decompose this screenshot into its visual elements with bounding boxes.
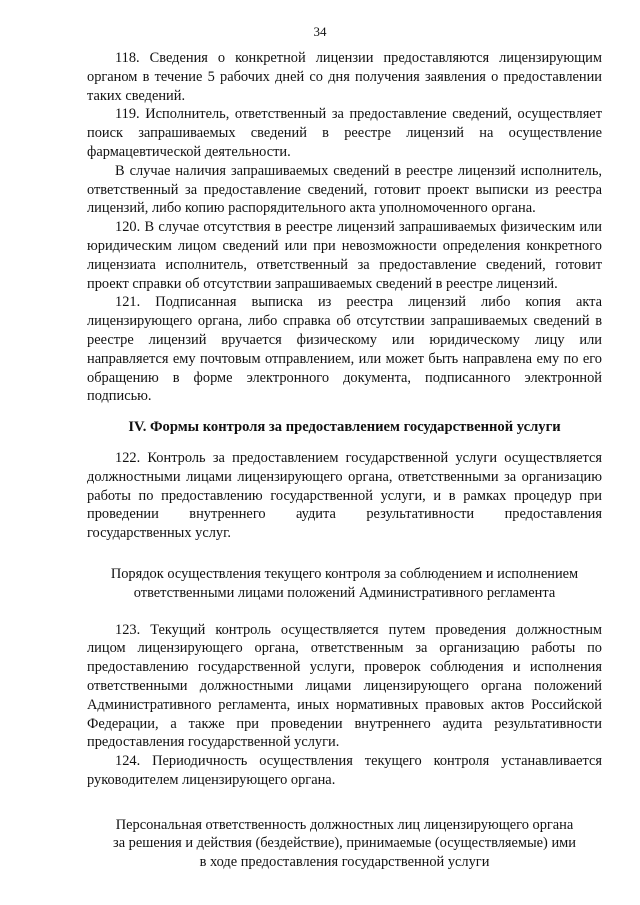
subsection-heading-line: Персональная ответственность должностных лиц лицензирующего органа [115, 816, 574, 833]
paragraph-120: 120. В случае отсутствия в реестре лицензий запрашиваемых физическим или юридическим лицом сведений или при невозможности определения конкретного лицензиата исполнитель, ответственный за предоставление сведений, готовит проект справки об отсутствии запрашиваемых сведений в реестре лицензий. [87, 219, 602, 292]
subsection-heading-personal-responsibility [87, 816, 602, 872]
paragraph-122: 122. Контроль за предоставлением государственной услуги осуществляется должностными лицами лицензирующего органа, ответственными за организацию работы по предоставлению государственной услуги, и в рамках процедур при проведении внутреннего аудита результативности предоставления государственных услуг. [87, 449, 602, 542]
paragraph-119-continued: В случае наличия запрашиваемых сведений в реестре лицензий исполнитель, ответственный за предоставление сведений, готовит проект выписки из реестра лицензий, либо копию распорядительного акта уполномоченного органа. [87, 162, 602, 217]
subsection-heading-line: Порядок осуществления текущего контроля за соблюдением и исполнением [110, 565, 579, 582]
paragraph-118: 118. Сведения о конкретной лицензии предоставляются лицензирующим органом в течение 5 рабочих дней со дня получения заявления о предоставлении таких сведений. [87, 50, 602, 104]
subsection-heading-line: ответственными лицами положений Административного регламента [133, 584, 556, 601]
subsection-heading-current-control [87, 565, 602, 603]
section-heading-iv: IV. Формы контроля за предоставлением государственной услуги [128, 419, 561, 436]
paragraph-119: 119. Исполнитель, ответственный за предоставление сведений, осуществляет поиск запрашиваемых сведений в реестре лицензий на осуществление фармацевтической деятельности. [87, 106, 602, 160]
paragraph-124: 124. Периодичность осуществления текущего контроля устанавливается руководителем лицензирующего органа. [87, 753, 602, 788]
paragraph-123: 123. Текущий контроль осуществляется путем проведения должностным лицом лицензирующего органа, ответственным за организацию работы по предоставлению государственной услуги, проверок соблюдения и исполнения ответственными должностными лицами лицензирующего органа положений Административного регламента, иных нормативных правовых актов Российской Федерации, а также при проведении внутреннего аудита результативности предоставления государственной услуги. [87, 621, 602, 751]
page-number: 34 [313, 24, 327, 39]
document-body [87, 49, 602, 872]
subsection-heading-line: за решения и действия (бездействие), принимаемые (осуществляемые) ими [113, 835, 576, 852]
subsection-heading-line: в ходе предоставления государственной услуги [199, 854, 490, 871]
paragraph-121: 121. Подписанная выписка из реестра лицензий либо копия акта лицензирующего органа, либо справка об отсутствии запрашиваемых сведений в реестре лицензий вручается физическому или юридическому лицу или направляется ему почтовым отправлением, или может быть направлена ему по его обращению в форме электронного документа, подписанного электронной подписью. [87, 294, 602, 405]
